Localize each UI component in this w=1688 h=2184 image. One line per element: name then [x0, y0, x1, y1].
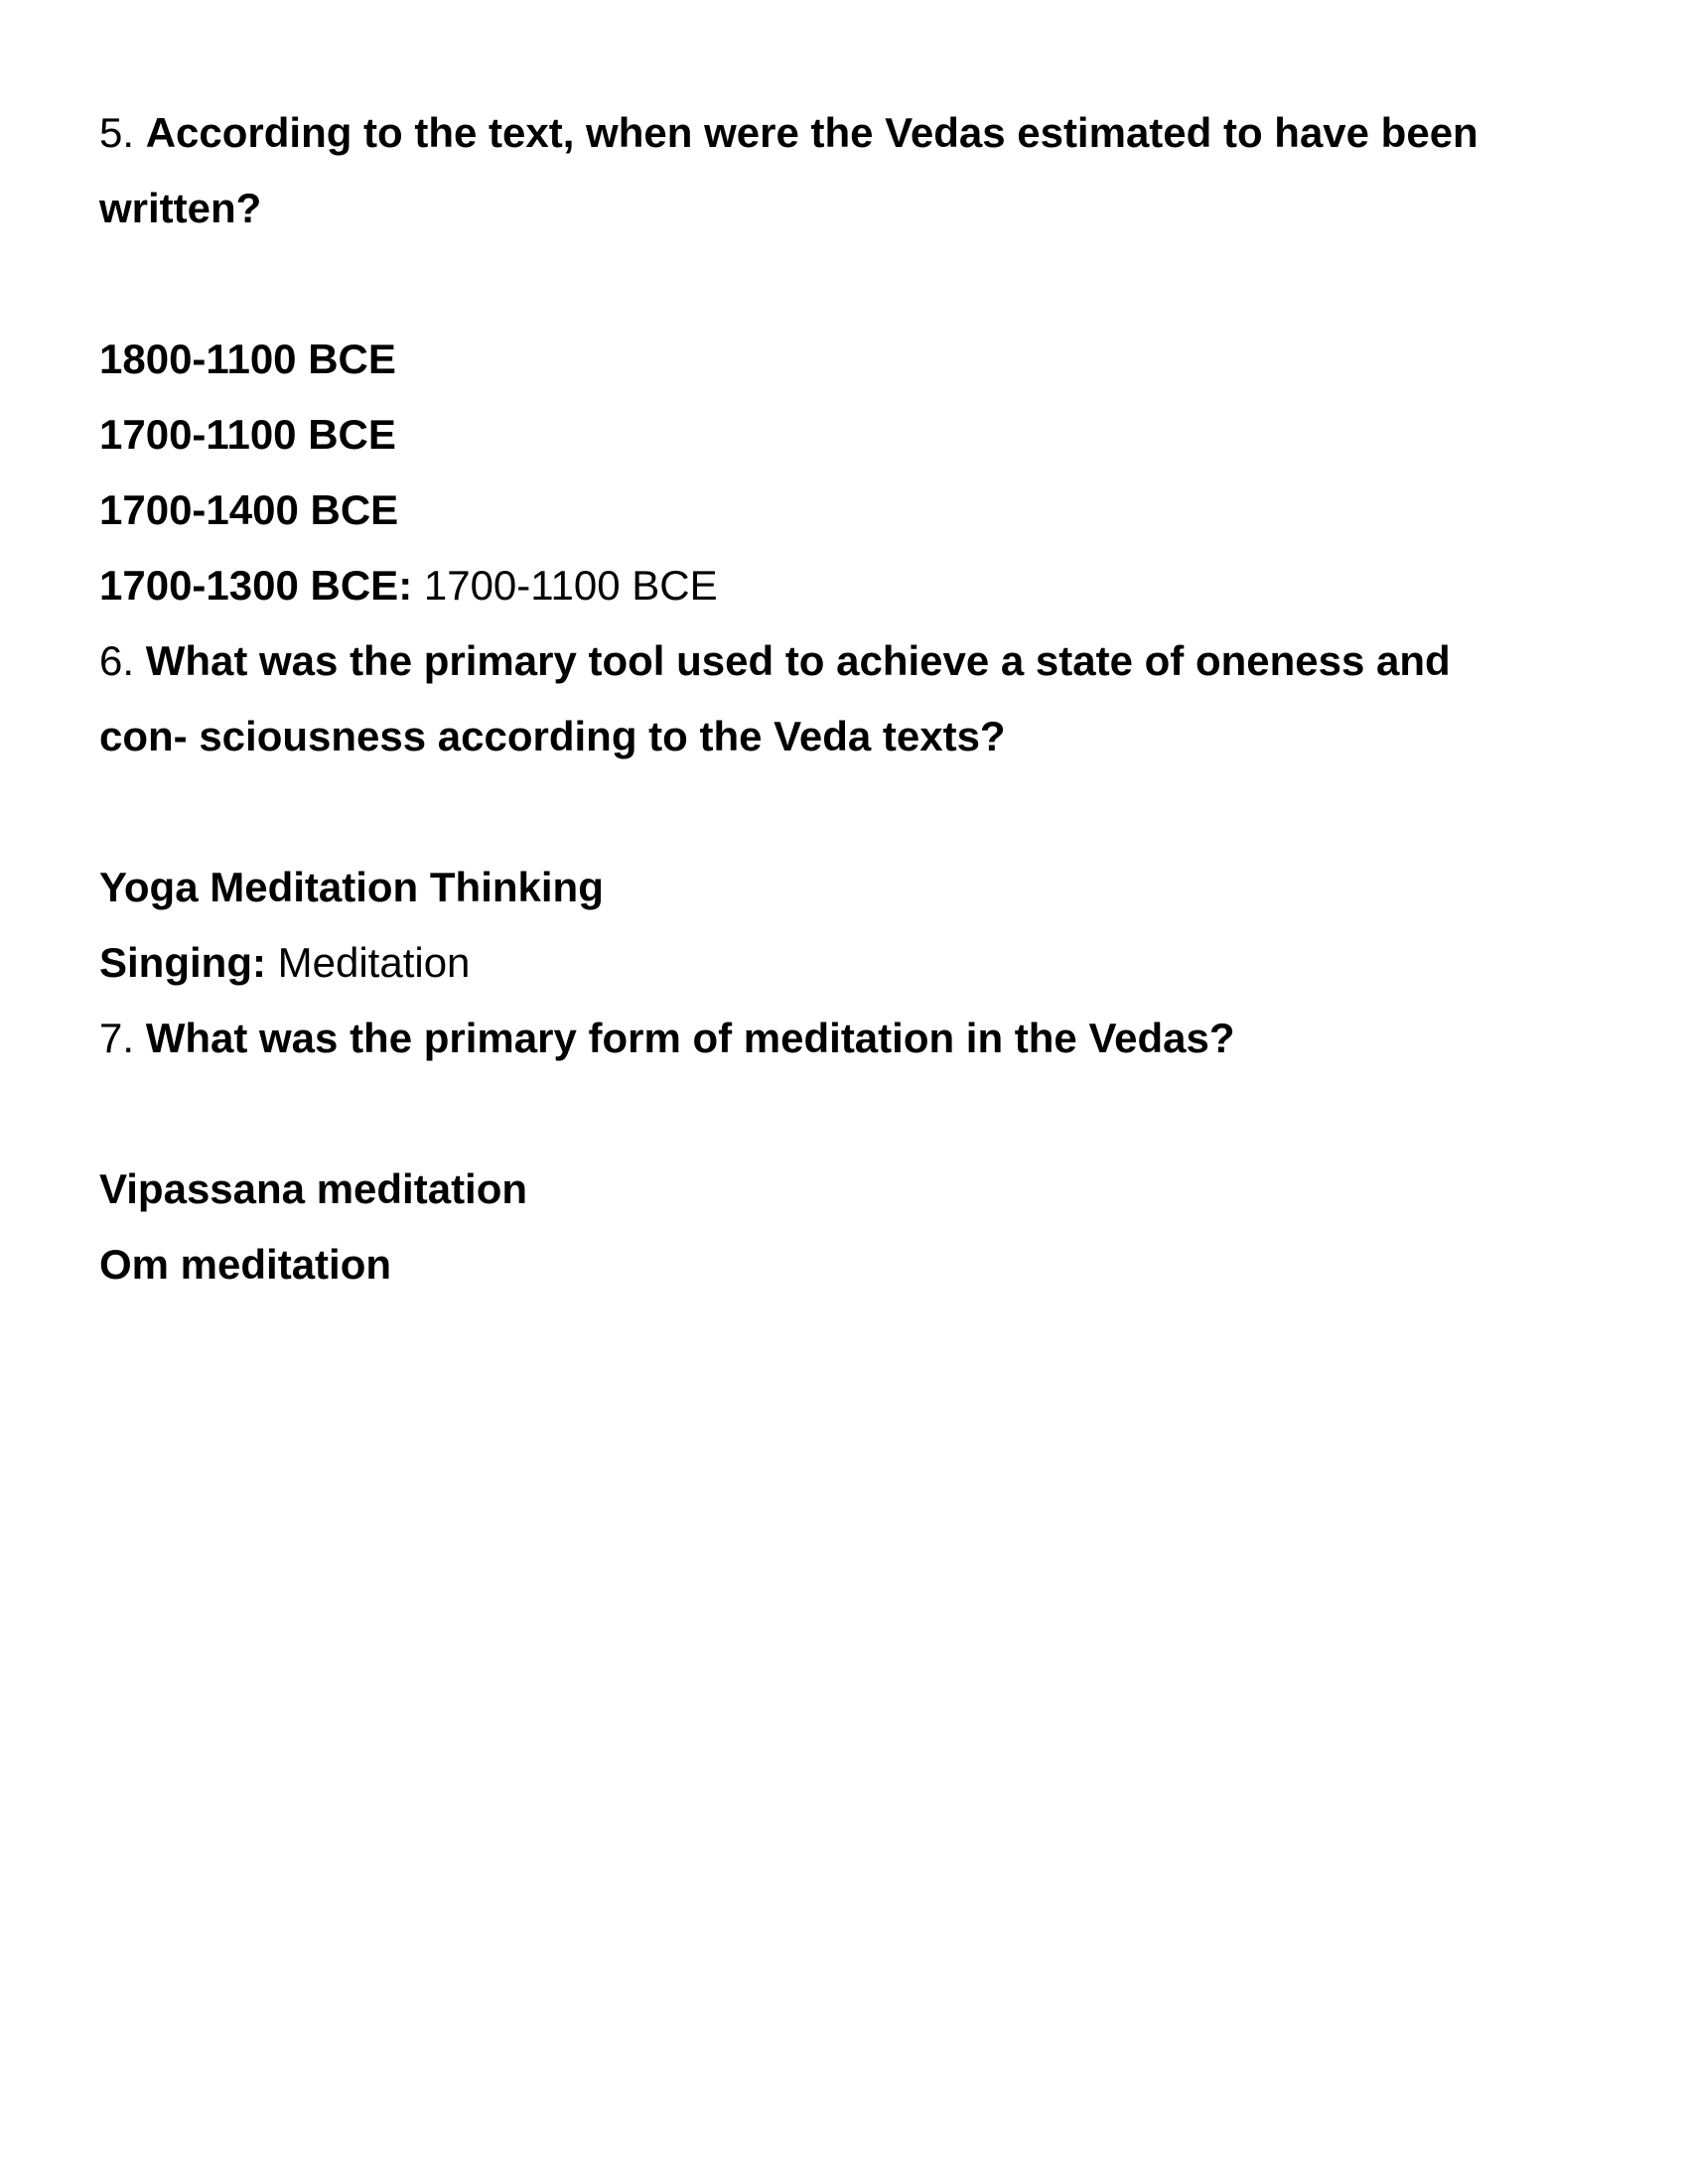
option: 1700-1300 BCE: [99, 562, 413, 609]
document-page [99, 95, 1549, 1302]
option: 1700-1400 BCE [99, 486, 399, 533]
option: Singing: [99, 939, 266, 986]
option-with-answer [99, 925, 1549, 1001]
question-text: According to the text, when were the Vedas estimated to have been written? [99, 109, 1478, 231]
option-with-answer [99, 548, 1549, 623]
spacer [99, 774, 1549, 850]
question-text: What was the primary tool used to achieve a state of oneness and con- sciousness according to the Veda texts? [99, 637, 1451, 759]
option: 1700-1100 BCE [99, 411, 396, 458]
question-number: 6. [99, 637, 135, 684]
answer: Meditation [277, 939, 471, 986]
question-text: What was the primary form of meditation in the Vedas? [145, 1015, 1235, 1061]
option: Vipassana meditation [99, 1165, 528, 1212]
option: 1800-1100 BCE [99, 336, 396, 382]
answer: 1700-1100 BCE [423, 562, 718, 609]
spacer [99, 1076, 1549, 1152]
option: Om meditation [99, 1241, 392, 1288]
question-number: 7. [99, 1015, 135, 1061]
spacer [99, 246, 1549, 322]
question-7 [99, 1001, 1549, 1076]
question-6 [99, 623, 1549, 774]
question-5 [99, 95, 1549, 246]
question-number: 5. [99, 109, 135, 156]
option: Yoga Meditation Thinking [99, 864, 604, 910]
